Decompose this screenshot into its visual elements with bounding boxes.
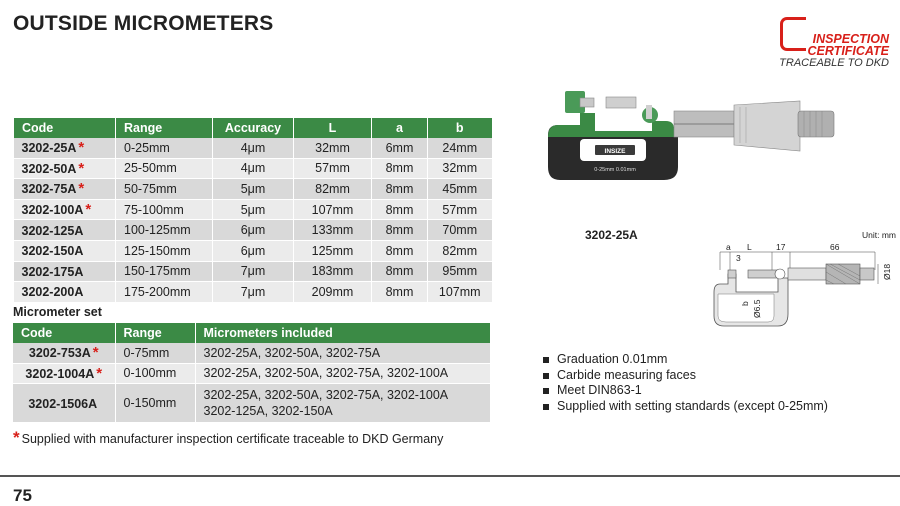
footer-divider [0,475,900,477]
a-cell: 8mm [372,282,428,303]
a-cell: 8mm [372,220,428,241]
set-code-cell: 3202-1506A [13,384,115,423]
feature-list [540,352,828,414]
table-row [14,179,492,200]
accuracy-cell: 5μm [213,179,294,200]
l-cell: 32mm [294,138,372,158]
code-cell: 3202-200A [14,282,116,303]
certificate-line-1: INSPECTION [812,32,889,46]
table-row [14,261,492,282]
a-cell: 8mm [372,240,428,261]
header-l: L [294,118,372,138]
certificate-star-icon: * [78,159,85,177]
code-cell: 3202-125A [14,220,116,241]
header-b: b [428,118,492,138]
certificate-star-icon: * [78,139,85,157]
code-cell: 3202-25A * [14,138,116,158]
dimension-drawing [700,228,898,334]
range-cell: 0-25mm [116,138,213,158]
l-cell: 107mm [294,199,372,220]
table-row [14,282,492,303]
accuracy-cell: 4μm [213,158,294,179]
certificate-star-icon: * [78,180,85,198]
list-item: Graduation 0.01mm [540,352,828,368]
l-cell: 57mm [294,158,372,179]
a-cell: 8mm [372,199,428,220]
code-cell: 3202-175A [14,261,116,282]
b-cell: 70mm [428,220,492,241]
micrometer-set-table [13,323,490,423]
page-title: OUTSIDE MICROMETERS [13,12,274,35]
certificate-star-icon: * [13,428,20,447]
micrometer-set-title: Micrometer set [13,305,102,319]
footnote-text: Supplied with manufacturer inspection certificate traceable to DKD Germany [21,432,444,446]
dim-a: a [726,242,731,252]
accuracy-cell: 5μm [213,199,294,220]
range-cell: 50-75mm [116,179,213,200]
certificate-bracket-icon [780,17,806,51]
b-cell: 82mm [428,240,492,261]
certificate-star-icon: * [96,364,103,382]
table-row [13,384,490,423]
set-code-cell: 3202-753A * [13,343,115,363]
header-accuracy: Accuracy [213,118,294,138]
set-header-included: Micrometers included [195,323,490,343]
set-range-cell: 0-75mm [115,343,195,363]
b-cell: 95mm [428,261,492,282]
list-item: Supplied with setting standards (except 0-25mm) [540,399,828,415]
footnote [13,428,443,448]
set-table-header [13,323,490,343]
b-cell: 57mm [428,199,492,220]
thimble [734,101,800,151]
a-cell: 8mm [372,261,428,282]
dim-66: 66 [830,242,840,252]
dim-3: 3 [736,253,741,263]
brand-logo: INSIZE [604,148,626,155]
header-a: a [372,118,428,138]
dim-d65: Ø6.5 [752,299,762,318]
table-row [14,158,492,179]
table-row [14,138,492,158]
l-cell: 183mm [294,261,372,282]
lock-lever-grip [646,105,652,119]
product-caption: 3202-25A [585,228,638,242]
l-cell: 209mm [294,282,372,303]
set-range-cell: 0-150mm [115,384,195,423]
header-code: Code [14,118,116,138]
set-header-code: Code [13,323,115,343]
certificate-line-3: TRACEABLE TO DKD [779,57,889,69]
inspection-certificate-logo [780,17,895,70]
micrometer-product-image [540,85,880,210]
l-cell: 133mm [294,220,372,241]
header-range: Range [116,118,213,138]
a-cell: 6mm [372,138,428,158]
l-cell: 82mm [294,179,372,200]
spec-table [13,118,492,303]
certificate-line-2: CERTIFICATE [807,44,889,58]
table-row [13,343,490,363]
set-included-cell: 3202-25A, 3202-50A, 3202-75A, 3202-100A 3202-125A, 3202-150A [195,384,490,423]
accuracy-cell: 7μm [213,282,294,303]
range-cell: 100-125mm [116,220,213,241]
accuracy-cell: 6μm [213,220,294,241]
set-code-cell: 3202-1004A * [13,363,115,384]
range-cell: 150-175mm [116,261,213,282]
table-row [14,240,492,261]
list-item: Carbide measuring faces [540,368,828,384]
anvil-face [580,98,594,107]
dim-l: L [747,242,752,252]
spec-table-header [14,118,492,138]
range-cell: 25-50mm [116,158,213,179]
table-row [14,220,492,241]
certificate-star-icon: * [92,344,99,362]
dim-17: 17 [776,242,786,252]
set-included-cell: 3202-25A, 3202-50A, 3202-75A, 3202-100A [195,363,490,384]
table-row [14,199,492,220]
b-cell: 45mm [428,179,492,200]
code-cell: 3202-75A * [14,179,116,200]
accuracy-cell: 7μm [213,261,294,282]
range-cell: 125-150mm [116,240,213,261]
code-cell: 3202-50A * [14,158,116,179]
scale-text: 0-25mm 0.01mm [594,167,636,173]
code-cell: 3202-150A [14,240,116,261]
code-cell: 3202-100A * [14,199,116,220]
list-item: Meet DIN863-1 [540,383,828,399]
a-cell: 8mm [372,158,428,179]
b-cell: 32mm [428,158,492,179]
l-cell: 125mm [294,240,372,261]
set-header-range: Range [115,323,195,343]
dim-b: b [740,301,750,306]
range-cell: 175-200mm [116,282,213,303]
accuracy-cell: 6μm [213,240,294,261]
dim-d18: Ø18 [882,263,892,280]
table-row [13,363,490,384]
spindle [606,97,636,108]
certificate-star-icon: * [85,201,92,219]
range-cell: 75-100mm [116,199,213,220]
set-included-cell: 3202-25A, 3202-50A, 3202-75A [195,343,490,363]
set-range-cell: 0-100mm [115,363,195,384]
accuracy-cell: 4μm [213,138,294,158]
page-number: 75 [13,486,32,505]
b-cell: 107mm [428,282,492,303]
unit-label: Unit: mm [862,230,896,240]
a-cell: 8mm [372,179,428,200]
b-cell: 24mm [428,138,492,158]
